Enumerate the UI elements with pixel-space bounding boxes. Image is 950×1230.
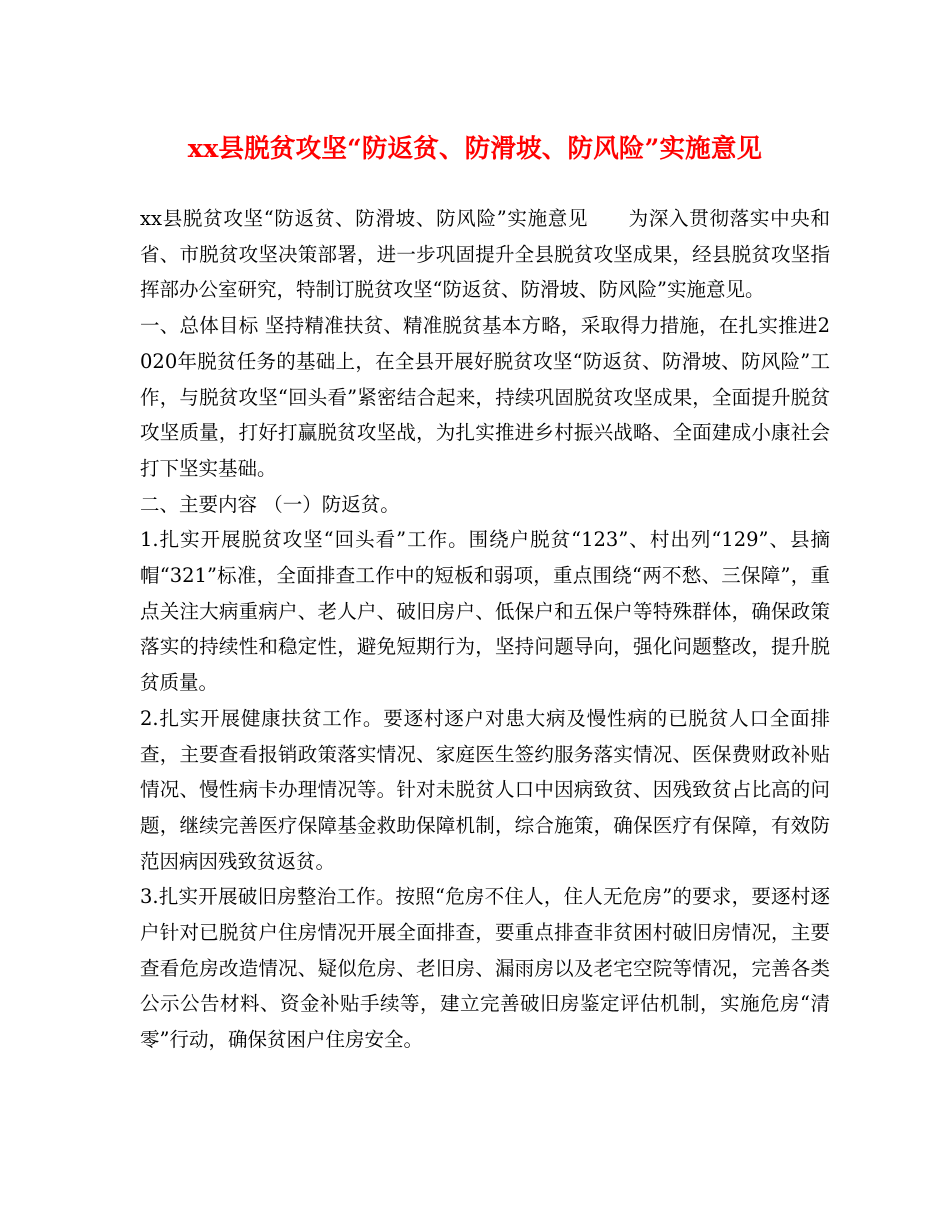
item-1-paragraph: 1.扎实开展脱贫攻坚“回头看”工作。围绕户脱贫“123”、村出列“129”、县摘帽“321”标准，全面排查工作中的短板和弱项，重点围绕“两不愁、三保障”，重点关注大病重病户、老人户、破旧房户、低保户和五保户等特殊群体，确保政策落实的持续性和稳定性，避免短期行为，坚持问题导向，强化问题整改，提升脱贫质量。: [140, 528, 830, 695]
section-main-content-heading: 二、主要内容 （一）防返贫。: [140, 492, 400, 516]
item-3-paragraph: 3.扎实开展破旧房整治工作。按照“危房不住人，住人无危房”的要求，要逐村逐户针对已脱贫户住房情况开展全面排查，要重点排查非贫困村破旧房情况，主要查看危房改造情况、疑似危房、老旧房、漏雨房以及老宅空院等情况，完善各类公示公告材料、资金补贴手续等，建立完善破旧房鉴定评估机制，实施危房“清零”行动，确保贫困户住房安全。: [140, 885, 830, 1052]
document-body: [140, 201, 830, 1058]
intro-paragraph: xx县脱贫攻坚“防返贫、防滑坡、防风险”实施意见 为深入贯彻落实中央和省、市脱贫攻坚决策部署，进一步巩固提升全县脱贫攻坚成果，经县脱贫攻坚指挥部办公室研究，特制订脱贫攻坚“防返贫、防滑坡、防风险”实施意见。: [140, 207, 830, 302]
item-2-paragraph: 2.扎实开展健康扶贫工作。要逐村逐户对患大病及慢性病的已脱贫人口全面排查，主要查看报销政策落实情况、家庭医生签约服务落实情况、医保费财政补贴情况、慢性病卡办理情况等。针对未脱贫人口中因病致贫、因残致贫占比高的问题，继续完善医疗保障基金救助保障机制，综合施策，确保医疗有保障，有效防范因病因残致贫返贫。: [140, 706, 830, 873]
document-title: xx县脱贫攻坚“防返贫、防滑坡、防风险”实施意见: [187, 134, 763, 164]
section-overall-goal-paragraph: 一、总体目标 坚持精准扶贫、精准脱贫基本方略，采取得力措施，在扎实推进2020年脱贫任务的基础上，在全县开展好脱贫攻坚“防返贫、防滑坡、防风险”工作，与脱贫攻坚“回头看”紧密结合起来，持续巩固脱贫攻坚成果，全面提升脱贫攻坚质量，打好打赢脱贫攻坚战，为扎实推进乡村振兴战略、全面建成小康社会打下坚实基础。: [140, 314, 830, 480]
